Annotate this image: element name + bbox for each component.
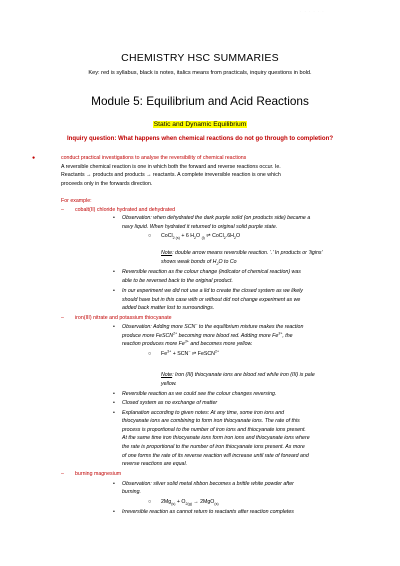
black-bullet-icon: • <box>113 324 115 330</box>
point-line: should have but in this case with or without did not change experiment as we <box>122 296 301 303</box>
note-line: Note: double arrow means reversible reaction. ‘.’ In products or ‘ligins’ <box>161 250 323 256</box>
point-line: able to be reversed back to the original product. <box>122 277 233 284</box>
red-bullet-icon: ● <box>32 155 36 161</box>
hollow-circle-icon: ○ <box>148 233 152 239</box>
red-dash: – <box>61 206 64 213</box>
example-heading: cobalt(II) chloride hydrated and dehydrated <box>75 206 176 213</box>
point-line: thiocyanate ions are combining to form iron thiocyanate ions. The rate of this <box>122 418 300 425</box>
note-line: yellow. <box>161 380 177 387</box>
point-line: Reversible reaction as the colour change (indicator of chemical reaction) was <box>122 269 301 275</box>
note-line: shows weak bonds of $H_2O$ to Co <box>161 258 237 266</box>
point-line: Explanation according to given notes: At any time, some iron ions and <box>122 409 285 416</box>
black-bullet-icon: • <box>113 390 115 397</box>
inquiry-question: Inquiry question: What happens when chemical reactions do not go through to completion? <box>66 135 334 142</box>
point-line: reverse reactions are equal. <box>122 461 188 468</box>
observation-line: Observation: silver solid metal ribbon becomes a brittle white powder after <box>122 480 294 487</box>
black-bullet-icon: • <box>113 480 115 487</box>
point-line: added back matter lost to surroundings. <box>122 305 215 312</box>
red-dash: – <box>61 315 64 321</box>
note-label: Note <box>161 250 173 256</box>
black-bullet-icon: • <box>113 400 115 406</box>
syllabus-point: conduct practical investigations to analyse the reversibility of chemical reactions <box>61 155 247 161</box>
section-heading-text: Static and Dynamic Equilibrium <box>153 121 247 128</box>
hollow-circle-icon: ○ <box>148 499 152 505</box>
module-heading: Module 5: Equilibrium and Acid Reactions <box>91 94 309 108</box>
section-heading <box>0 121 400 128</box>
equation: $Fe^{3+} + SCN^-$ ⇌ FeSCN$^{2+}$ <box>161 349 220 357</box>
point-line: Closed system as no exchange of matter <box>122 400 218 406</box>
equation: $2Mg_{(s)} + O_{2(g)} \to 2MgO_{(s)}$ <box>161 499 219 507</box>
black-bullet-icon: • <box>113 509 115 515</box>
hollow-circle-icon: ○ <box>148 351 152 357</box>
intro-line: A reversible chemical reaction is one in which both the forward and reverse reactions occur. Ie. <box>61 163 281 170</box>
black-bullet-icon: • <box>113 215 115 222</box>
for-example-label: For example: <box>61 198 92 204</box>
intro-line: Reactants → products and products → reactants. A complete irreversible reaction is one which <box>61 172 281 179</box>
black-bullet-icon: • <box>113 409 115 416</box>
observation-line: Observation: when dehydrated the dark purple solid (on products side) became a <box>122 215 311 222</box>
observation-line: reaction produces more $Fe^{3+}$ and becomes more yellow. <box>122 339 253 348</box>
point-line: At the same time iron thiocyanate ions form iron ions and thiocyanate ions where <box>122 435 310 442</box>
observation-line: burning. <box>122 489 141 496</box>
document-title: CHEMISTRY HSC SUMMARIES <box>121 52 279 64</box>
point-line: the rate is proportional to the number of iron thiocyanate ions present. As more <box>122 443 305 450</box>
example-heading: iron(III) nitrate and potassium thiocyanate <box>75 315 172 321</box>
equation: CoCl$_{2 (s)}$ + 6 $H_2O$ $_{(l)}$ ⇌ $CoCl_2.6H_2O$ <box>161 233 241 241</box>
observation-line: produce more FeSCN$^{2+}$ becoming more blood red. Adding more $Fe^{3+}$, the <box>122 330 293 339</box>
observation-line: navy liquid. When hydrated it returned to original solid purple state. <box>122 223 278 230</box>
point-line: Reversible reaction as we could see the colour changes reversing. <box>122 390 277 397</box>
note-label: Note <box>161 372 173 378</box>
red-dash: – <box>61 471 64 477</box>
point-line: In our experiment we did not use a lid to create the closed system as we likely <box>122 288 303 294</box>
point-line: of one forms the rate of its reverse reaction will increase until rate of forward and <box>122 452 309 459</box>
note-line: Note: Iron (III) thiocyanate ions are blood red while iron (III) is pale <box>161 372 315 378</box>
black-bullet-icon: • <box>113 269 115 275</box>
observation-line: Observation: Adding more SCN− to the equilibrium mixture makes the reaction <box>122 322 304 330</box>
key-line: Key: red is syllabus, black is notes, italics means from practicals, inquiry questions in bold. <box>88 70 312 76</box>
example-heading: burning magnesium <box>75 471 122 477</box>
intro-line: proceeds only in the forwards direction. <box>61 180 153 187</box>
point-line: process is proportional to the number of iron ions and thiocyanate ions present. <box>122 426 306 433</box>
black-bullet-icon: • <box>113 288 115 294</box>
faint-header-mark: · · · · · · <box>300 9 325 14</box>
point-line: Irreversible reaction as cannot return to reactants after reaction completes <box>122 509 294 515</box>
